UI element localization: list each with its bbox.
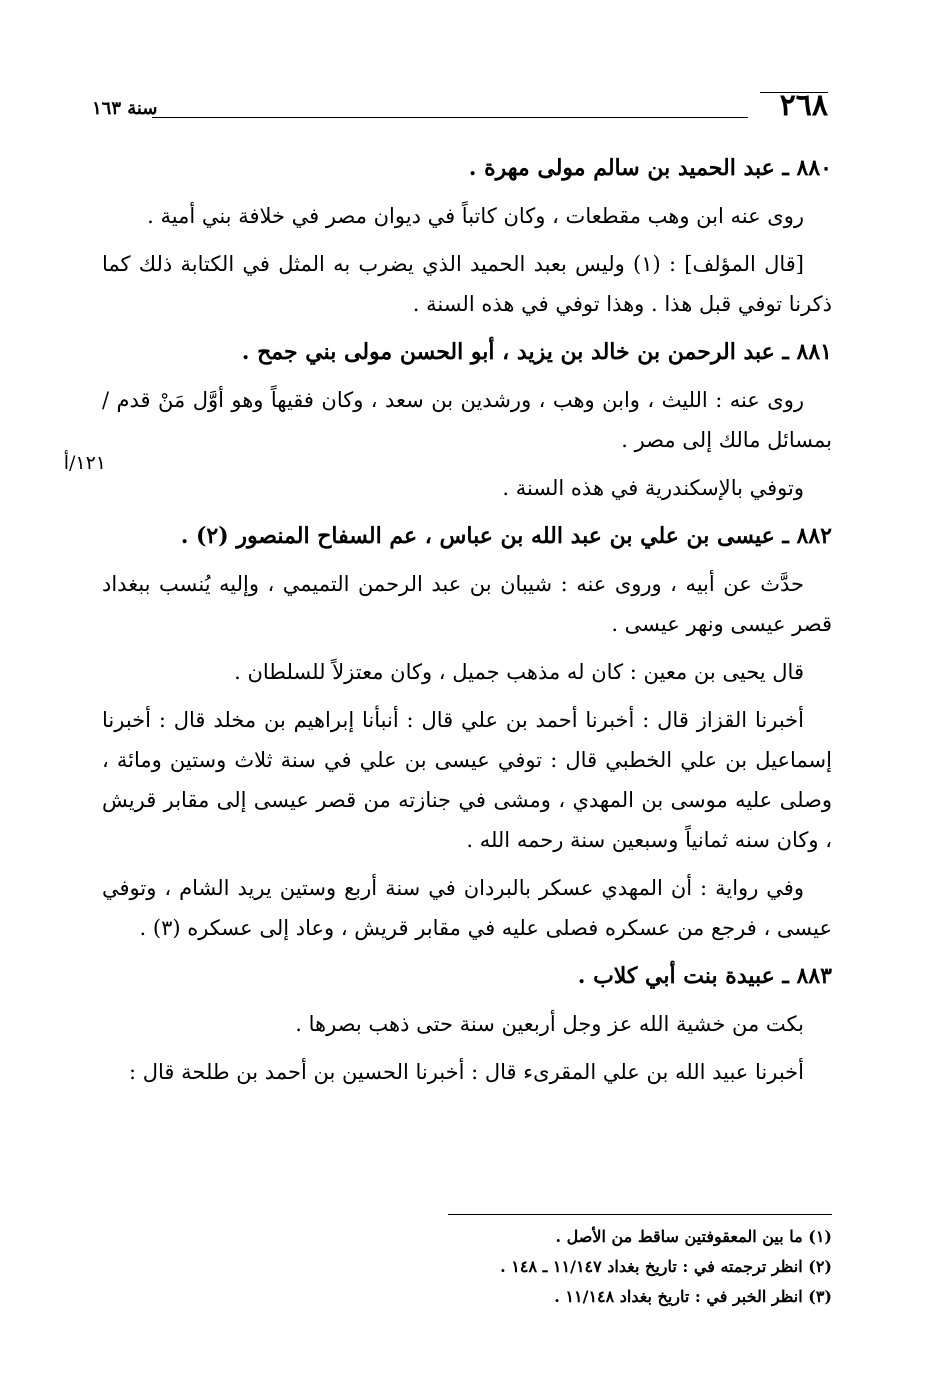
paragraph: وفي رواية : أن المهدي عسكر بالبردان في سنة أربع وستين يريد الشام ، وتوفي عيسى ، فرجع من عسكره فصلى عليه في مقابر قريش ، وعاد إلى عسكره (٣) . (102, 876, 832, 940)
paragraph: روى عنه : الليث ، وابن وهب ، ورشدين بن سعد ، وكان فقيهاً وهو أوَّل مَنْ قدم / بمسائل مالك إلى مصر . (102, 388, 832, 452)
footnote-separator (448, 1214, 832, 1215)
running-head: سنة ١٦٣ (92, 98, 158, 119)
paragraph: وتوفي بالإسكندرية في هذه السنة . (502, 476, 804, 500)
footnote: (١) ما بين المعقوفتين ساقط من الأصل . (555, 1227, 832, 1246)
page-number: ٢٦٨ (779, 88, 828, 123)
main-text (102, 148, 832, 1100)
header-accent-line (760, 92, 828, 93)
entry-880 (102, 148, 832, 324)
entry-title: ٨٨٣ ـ عبيدة بنت أبي كلاب . (577, 963, 832, 989)
paragraph: قال يحيى بن معين : كان له مذهب جميل ، وكان معتزلاً للسلطان . (234, 660, 804, 684)
footnotes (102, 1222, 832, 1312)
manuscript-folio-marker: ١٢١/أ (63, 452, 106, 474)
entry-title: ٨٨٠ ـ عبد الحميد بن سالم مولى مهرة . (468, 155, 832, 181)
paragraph: أخبرنا القزاز قال : أخبرنا أحمد بن علي قال : أنبأنا إبراهيم بن مخلد قال : أخبرنا إسماعيل بن علي الخطبي قال : توفي عيسى بن علي في سنة ثلاث وستين ومائة ، وصلى عليه موسى بن المهدي ، ومشى في جنازته من قصر عيسى إلى مقابر قريش ، وكان سنه ثمانياً وسبعين سنة رحمه الله . (102, 708, 832, 852)
footnote: (٣) انظر الخبر في : تاريخ بغداد ١١/١٤٨ . (554, 1287, 832, 1306)
paragraph: بكت من خشية الله عز وجل أربعين سنة حتى ذهب بصرها . (295, 1012, 804, 1036)
footnote: (٢) انظر ترجمته في : تاريخ بغداد ١١/١٤٧ ـ ١٤٨ . (500, 1257, 832, 1276)
entry-881 (102, 332, 832, 508)
entry-882 (102, 516, 832, 948)
header-rule (152, 117, 748, 118)
entry-883 (102, 956, 832, 1092)
page-header (92, 88, 828, 128)
paragraph: [قال المؤلف] : (١) وليس بعبد الحميد الذي يضرب به المثل في الكتابة ذلك كما ذكرنا توفي قبل هذا . وهذا توفي في هذه السنة . (102, 252, 832, 316)
entry-title: ٨٨٢ ـ عيسى بن علي بن عبد الله بن عباس ، عم السفاح المنصور (٢) . (180, 523, 832, 549)
entry-title: ٨٨١ ـ عبد الرحمن بن خالد بن يزيد ، أبو الحسن مولى بني جمح . (241, 339, 832, 365)
paragraph: روى عنه ابن وهب مقطعات ، وكان كاتباً في ديوان مصر في خلافة بني أمية . (147, 204, 804, 228)
paragraph: أخبرنا عبيد الله بن علي المقرىء قال : أخبرنا الحسين بن أحمد بن طلحة قال : (129, 1060, 804, 1084)
paragraph: حدَّث عن أبيه ، وروى عنه : شيبان بن عبد الرحمن التميمي ، وإليه يُنسب ببغداد قصر عيسى ونهر عيسى . (102, 572, 832, 636)
